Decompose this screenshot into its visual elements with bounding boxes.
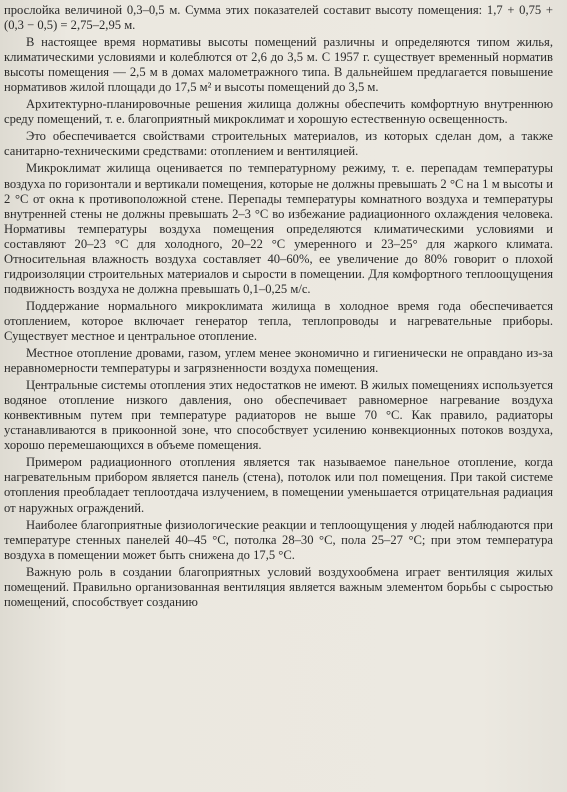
paragraph-7: Местное отопление дровами, газом, углем менее экономично и гигиенически не оправдано из-за неравномерности температуры и загрязненности воздуха помещения. (4, 346, 553, 376)
paragraph-1: прослойка величиной 0,3–0,5 м. Сумма этих показателей составит высоту помещения: 1,7 + 0,75 + (0,3 − 0,5) = 2,75–2,95 м. (4, 3, 553, 33)
paragraph-10: Наиболее благоприятные физиологические реакции и теплоощущения у людей наблюдаются при температуре стенных панелей 40–45 °С, потолка 28–30 °С, пола 25–27 °С; при этом температура воздуха в помещении может быть снижена до 17,5 °С. (4, 517, 553, 562)
paragraph-2: В настоящее время нормативы высоты помещений различны и определяются типом жилья, климатическими условиями и колеблются от 2,6 до 3,5 м. С 1957 г. существует временный норматив высоты помещения — 2,5 м в домах малометражного типа. В дальнейшем предлагается повышение нормативов жилой площади до 17,5 м² и высоты помещений до 3,5 м. (4, 35, 553, 95)
paragraph-9: Примером радиационного отопления является так называемое панельное отопление, когда нагревательным прибором является панель (стена), потолок или пол помещения. При такой системе отопления преобладает теплоотдача излучением, в помещении уменьшается отрицательная радиация от наружных ограждений. (4, 455, 553, 515)
paragraph-6: Поддержание нормального микроклимата жилища в холодное время года обеспечивается отоплением, которое включает генератор тепла, теплопроводы и нагревательные приборы. Существует местное и центральное отопление. (4, 298, 553, 343)
paragraph-3: Архитектурно-планировочные решения жилища должны обеспечить комфортную внутреннюю среду помещений, т. е. благоприятный микроклимат и хорошую естественную освещенность. (4, 97, 553, 127)
body-text (4, 3, 553, 610)
paragraph-5: Микроклимат жилища оценивается по температурному режиму, т. е. перепадам температуры воздуха по горизонтали и вертикали помещения, которые не должны превышать 2 °С на 1 м высоты и 2 °С от окна к противоположной стене. Перепады температуры комнатного воздуха и температуры внутренней стены не должны превышать 2–3 °С во избежание радиационного охлаждения человека. Нормативы температуры воздуха помещения определяются климатическими условиями и составляют 20–23 °С для холодного, 20–22 °С умеренного и 23–25° для жаркого климата. Относительная влажность воздуха составляет 40–60%, ее увеличение до 80% говорит о плохой гидроизоляции строительных материалов и сырости в помещении. Для комфортного теплоощущения подвижность воздуха не должна превышать 0,1–0,25 м/с. (4, 161, 553, 296)
paragraph-11: Важную роль в создании благоприятных условий воздухообмена играет вентиляция жилых помещений. Правильно организованная вентиляция является важным элементом борьбы с сыростью помещений, способствует созданию (4, 564, 553, 609)
paragraph-4: Это обеспечивается свойствами строительных материалов, из которых сделан дом, а также санитарно-техническими средствами: отоплением и вентиляцией. (4, 129, 553, 159)
paragraph-8: Центральные системы отопления этих недостатков не имеют. В жилых помещениях используется водяное отопление низкого давления, оно обеспечивает равномерное нагревание воздуха конвективным путем при температуре радиаторов не выше 70 °С. Как правило, радиаторы устанавливаются в прикоонной зоне, что способствует усилению конвекционных потоков воздуха, хорошо перемешающихся в объеме помещения. (4, 378, 553, 453)
